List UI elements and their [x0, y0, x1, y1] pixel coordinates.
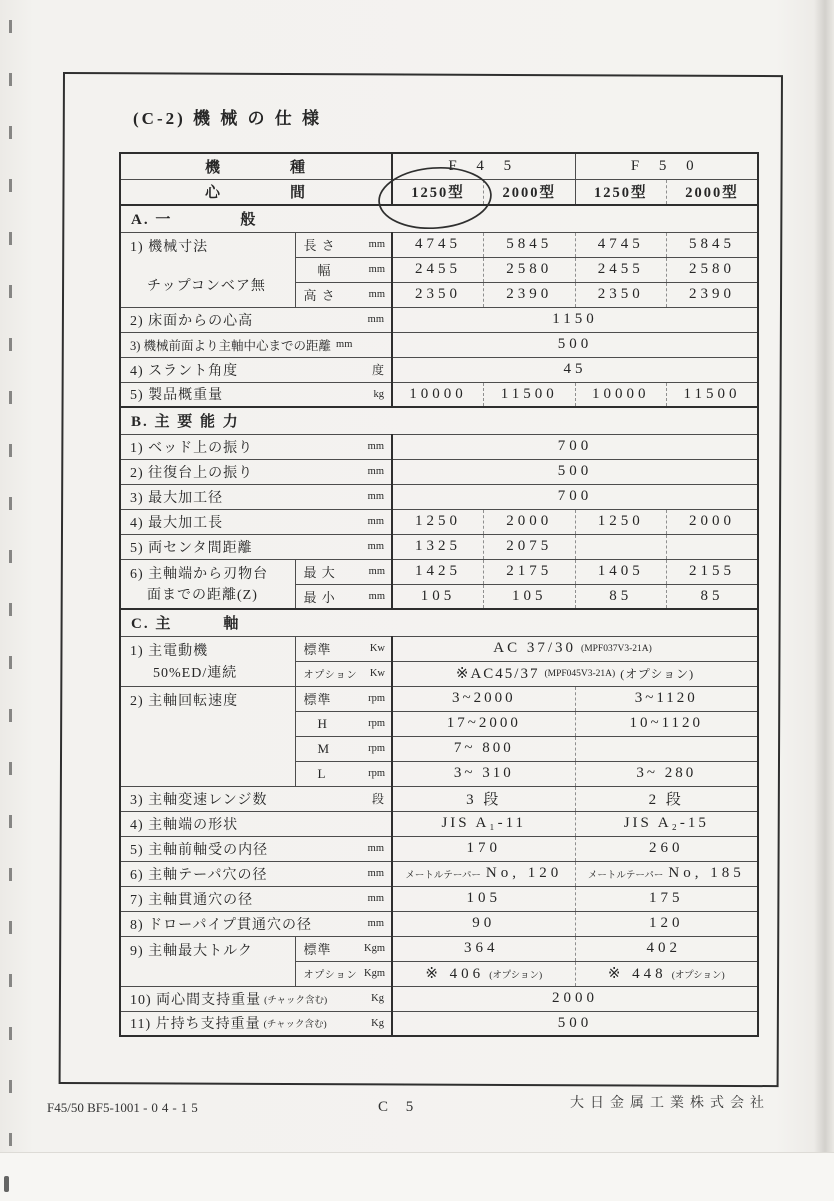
unit-label: mm	[368, 289, 386, 300]
value-detail: (オプション)	[489, 970, 543, 981]
section-b-title: B. 主 要 能 力	[120, 407, 758, 434]
row-sublabel	[295, 761, 392, 786]
value-detail: メートルテーパー	[587, 870, 664, 881]
unit-label: rpm	[368, 768, 386, 779]
sublabel: オプション	[303, 970, 358, 981]
unit-label: kg	[373, 388, 385, 400]
value-cell: 3~ 280	[575, 761, 758, 786]
row-a1-label	[120, 232, 295, 307]
value-text: ※ 406	[425, 966, 485, 982]
row-c8-label	[120, 911, 392, 936]
value-cell	[575, 534, 667, 559]
unit-label: mm	[368, 590, 386, 602]
value-detail: (MPF045V3-21A)	[544, 668, 616, 679]
value-cell: 2175	[484, 559, 576, 584]
value-cell: 500	[392, 459, 758, 484]
scan-bottom-edge	[0, 1152, 834, 1201]
header-f45: F 4 5	[392, 153, 575, 179]
unit-label: mm	[367, 491, 385, 502]
unit-label: mm	[368, 264, 386, 275]
sublabel: 最 大	[303, 565, 336, 580]
row-label: 5) 主軸前軸受の内径	[130, 842, 269, 858]
value-cell: JIS A₂-15	[575, 811, 758, 836]
row-label: 9) 主軸最大トルク	[130, 943, 253, 959]
row-c9-std	[120, 936, 758, 961]
unit-label: mm	[367, 868, 385, 879]
header-center-distance: 心 間	[120, 179, 392, 205]
row-sublabel	[295, 232, 392, 257]
row-a2-label	[120, 307, 392, 332]
value-cell: 7~ 800	[392, 736, 575, 761]
row-b5	[120, 534, 758, 559]
value-cell: 700	[392, 434, 758, 459]
value-cell: 11500	[667, 382, 759, 407]
value-cell	[575, 736, 758, 761]
row-sublabel	[295, 661, 392, 686]
row-c4-label	[120, 811, 392, 836]
row-label: 4) 最大加工長	[130, 515, 224, 531]
unit-label: mm	[368, 566, 386, 577]
unit-label: mm	[367, 516, 385, 527]
unit-label: Kw	[369, 643, 386, 654]
row-c1-label	[120, 636, 295, 686]
value-cell: 2000	[667, 509, 759, 534]
unit-label: mm	[367, 893, 385, 904]
row-label: 3) 機械前面より主軸中心までの距離	[130, 338, 332, 353]
value-cell: 2390	[667, 282, 759, 307]
value-cell: 2000	[484, 509, 576, 534]
row-c1-std	[120, 636, 758, 661]
header-variant: 1250型	[392, 179, 484, 205]
section-a-row	[120, 205, 758, 232]
sublabel: 幅	[317, 263, 332, 278]
row-c10	[120, 986, 758, 1011]
document-number-code: F45/50 BF5-1001	[47, 1100, 140, 1115]
value-cell: 260	[575, 836, 758, 861]
page-title: (C-2) 機 械 の 仕 様	[133, 109, 323, 128]
row-b5-label	[120, 534, 392, 559]
value-option: (オプション)	[620, 667, 695, 681]
row-c7-label	[120, 886, 392, 911]
value-cell: 2580	[484, 257, 576, 282]
value-detail: (MPF037V3-21A)	[581, 643, 652, 654]
sublabel: 最 小	[303, 589, 336, 605]
section-c-title: C. 主 軸	[120, 609, 758, 636]
row-sublabel	[295, 636, 392, 661]
row-a1-length	[120, 232, 758, 257]
value-text: No, 185	[668, 865, 745, 881]
value-cell	[575, 861, 758, 886]
unit-label: mm	[367, 541, 385, 552]
unit-label: Kg	[371, 993, 385, 1004]
row-c5-label	[120, 836, 392, 861]
unit-label: mm	[367, 441, 385, 452]
row-label: 6) 主軸端から刃物台	[130, 566, 269, 582]
value-cell: 120	[575, 911, 758, 936]
value-cell: 45	[392, 357, 758, 382]
value-cell: 10~1120	[575, 711, 758, 736]
row-label: 5) 両センタ間距離	[130, 540, 253, 556]
header-variant: 2000型	[484, 179, 576, 205]
row-label-note: 面までの距離(Z)	[147, 587, 258, 603]
sublabel: 標準	[303, 642, 332, 657]
value-cell: 10000	[392, 382, 484, 407]
row-sublabel	[295, 584, 392, 609]
row-label-note: 50%ED/連続	[153, 665, 238, 681]
row-c6-label	[120, 861, 392, 886]
row-label-paren: (チャック含む)	[264, 995, 328, 1006]
section-b-row	[120, 407, 758, 434]
row-b6-max	[120, 559, 758, 584]
row-a3-label	[120, 332, 392, 357]
value-cell: 170	[392, 836, 575, 861]
row-label: 11) 片持ち支持重量	[130, 1017, 261, 1033]
sublabel: 標準	[303, 692, 332, 707]
unit-label: mm	[367, 843, 385, 854]
value-cell: 1425	[392, 559, 484, 584]
value-cell	[392, 936, 575, 961]
row-label: 1) ベッド上の振り	[130, 440, 254, 456]
value-text: 402	[646, 940, 682, 956]
value-cell: 1150	[392, 307, 758, 332]
row-c6	[120, 861, 758, 886]
row-sublabel	[295, 686, 392, 711]
row-c5	[120, 836, 758, 861]
value-cell	[392, 861, 575, 886]
header-kind: 機 種	[120, 153, 392, 179]
unit-label: rpm	[368, 693, 386, 704]
value-cell: 2390	[484, 282, 576, 307]
row-label: 3) 主軸変速レンジ数	[130, 792, 268, 808]
row-c7	[120, 886, 758, 911]
row-c2-label	[120, 686, 295, 786]
binding-marks-artifact	[9, 20, 12, 1190]
header-row-variant	[120, 179, 758, 205]
value-cell: 85	[575, 584, 667, 609]
value-cell	[575, 961, 758, 986]
row-sublabel	[295, 736, 392, 761]
value-cell: 105	[484, 584, 576, 609]
document-number	[47, 1100, 202, 1116]
value-cell: 10000	[575, 382, 667, 407]
value-cell: 3~ 310	[392, 761, 575, 786]
row-sublabel	[295, 282, 392, 307]
spec-table	[119, 152, 759, 1037]
row-c10-label	[120, 986, 392, 1011]
page-number: C 5	[378, 1099, 421, 1115]
row-label: 5) 製品概重量	[130, 388, 224, 404]
row-c4	[120, 811, 758, 836]
value-cell: 85	[667, 584, 759, 609]
value-cell: 2580	[667, 257, 759, 282]
header-variant: 2000型	[667, 179, 759, 205]
value-cell	[575, 936, 758, 961]
unit-label: rpm	[368, 743, 386, 754]
value-cell: 105	[392, 584, 484, 609]
unit-label: Kgm	[364, 943, 386, 954]
unit-label: mm	[367, 466, 385, 477]
unit-label: rpm	[368, 718, 386, 729]
row-label-paren: (チャック含む)	[263, 1020, 327, 1031]
row-c8	[120, 911, 758, 936]
unit-label: mm	[368, 239, 386, 250]
row-b2	[120, 459, 758, 484]
value-cell: 2 段	[575, 786, 758, 811]
row-label: 3) 最大加工径	[130, 490, 224, 506]
value-cell: 5845	[484, 232, 576, 257]
row-b3-label	[120, 484, 392, 509]
header-f50: F 5 0	[575, 153, 758, 179]
value-text: ※ 448	[607, 966, 667, 982]
row-c9-label	[120, 936, 295, 986]
row-a4	[120, 357, 758, 382]
value-cell	[392, 961, 575, 986]
section-a-title: A. 一 般	[120, 205, 758, 232]
value-cell: 17~2000	[392, 711, 575, 736]
section-c-row	[120, 609, 758, 636]
sublabel: 長 さ	[303, 238, 336, 253]
sublabel: M	[317, 740, 331, 756]
row-label: 2) 往復台上の振り	[130, 465, 254, 481]
row-a5-label	[120, 382, 392, 407]
row-label: 10) 両心間支持重量	[130, 992, 262, 1008]
value-cell: 500	[392, 1011, 758, 1036]
row-sublabel	[295, 559, 392, 584]
unit-label: 度	[372, 363, 385, 377]
unit-label: mm	[336, 339, 353, 350]
row-b1	[120, 434, 758, 459]
value-cell: 2350	[575, 282, 667, 307]
value-cell: 90	[392, 911, 575, 936]
sublabel: H	[317, 715, 328, 731]
header-row-model	[120, 153, 758, 179]
row-c2-std	[120, 686, 758, 711]
value-text: AC 37/30	[493, 640, 577, 656]
sublabel: L	[317, 765, 327, 781]
row-a5	[120, 382, 758, 407]
row-label: 1) 主電動機	[130, 643, 209, 659]
unit-label: Kg	[371, 1017, 385, 1029]
row-c3	[120, 786, 758, 811]
unit-label: 段	[372, 792, 385, 806]
row-label: 2) 床面からの心高	[130, 313, 254, 329]
row-b4	[120, 509, 758, 534]
document-number-suffix: -04-15	[143, 1100, 202, 1115]
scan-corner-mark	[4, 1176, 9, 1192]
row-a2	[120, 307, 758, 332]
value-cell: 2455	[575, 257, 667, 282]
value-cell: 3 段	[392, 786, 575, 811]
value-cell: 1250	[392, 509, 484, 534]
value-cell	[392, 636, 758, 661]
row-label: 4) 主軸端の形状	[130, 817, 239, 833]
value-cell: 2455	[392, 257, 484, 282]
value-text: No, 120	[485, 865, 563, 881]
value-cell: 700	[392, 484, 758, 509]
value-cell: 4745	[575, 232, 667, 257]
value-cell: 2000	[392, 986, 758, 1011]
value-cell: 3~2000	[392, 686, 575, 711]
value-cell: 1405	[575, 559, 667, 584]
value-cell: 2075	[484, 534, 576, 559]
row-sublabel	[295, 961, 392, 986]
scan-edge-shadow	[814, 0, 834, 1200]
row-label: 8) ドローパイプ貫通穴の径	[130, 917, 313, 933]
row-label-note: チップコンベア無	[147, 278, 266, 294]
row-b3	[120, 484, 758, 509]
value-cell: 4745	[392, 232, 484, 257]
unit-label: mm	[367, 314, 385, 325]
header-variant: 1250型	[575, 179, 667, 205]
row-label: 4) スラント角度	[130, 363, 239, 379]
value-cell	[667, 534, 759, 559]
company-name: 大日金属工業株式会社	[570, 1096, 770, 1111]
value-cell: 1325	[392, 534, 484, 559]
row-label: 1) 機械寸法	[130, 239, 209, 255]
sublabel: 高 さ	[303, 288, 336, 303]
value-cell: JIS A₁-11	[392, 811, 575, 836]
sublabel: 標準	[303, 942, 332, 957]
row-a3	[120, 332, 758, 357]
row-b1-label	[120, 434, 392, 459]
value-detail: (オプション)	[671, 970, 725, 981]
value-cell	[392, 661, 758, 686]
row-c11	[120, 1011, 758, 1036]
value-cell: 500	[392, 332, 758, 357]
row-a4-label	[120, 357, 392, 382]
unit-label: Kw	[369, 668, 386, 679]
value-text: 364	[464, 940, 499, 956]
unit-label: mm	[367, 918, 385, 929]
row-sublabel	[295, 711, 392, 736]
row-label: 2) 主軸回転速度	[130, 693, 239, 709]
unit-label: Kgm	[364, 968, 386, 979]
row-b4-label	[120, 509, 392, 534]
row-c11-label	[120, 1011, 392, 1036]
value-cell: 5845	[667, 232, 759, 257]
value-cell: 11500	[484, 382, 576, 407]
row-label: 6) 主軸テーパ穴の径	[130, 867, 268, 883]
row-b2-label	[120, 459, 392, 484]
row-sublabel	[295, 936, 392, 961]
value-cell: 2155	[667, 559, 759, 584]
value-cell: 2350	[392, 282, 484, 307]
row-b6-label	[120, 559, 295, 609]
sublabel: オプション	[303, 670, 358, 681]
value-cell: 1250	[575, 509, 667, 534]
value-detail: メートルテーパー	[405, 870, 481, 881]
row-sublabel	[295, 257, 392, 282]
value-cell: 175	[575, 886, 758, 911]
value-text: ※AC45/37	[455, 666, 540, 682]
row-label: 7) 主軸貫通穴の径	[130, 892, 254, 908]
row-c3-label	[120, 786, 392, 811]
value-cell: 3~1120	[575, 686, 758, 711]
value-cell: 105	[392, 886, 575, 911]
